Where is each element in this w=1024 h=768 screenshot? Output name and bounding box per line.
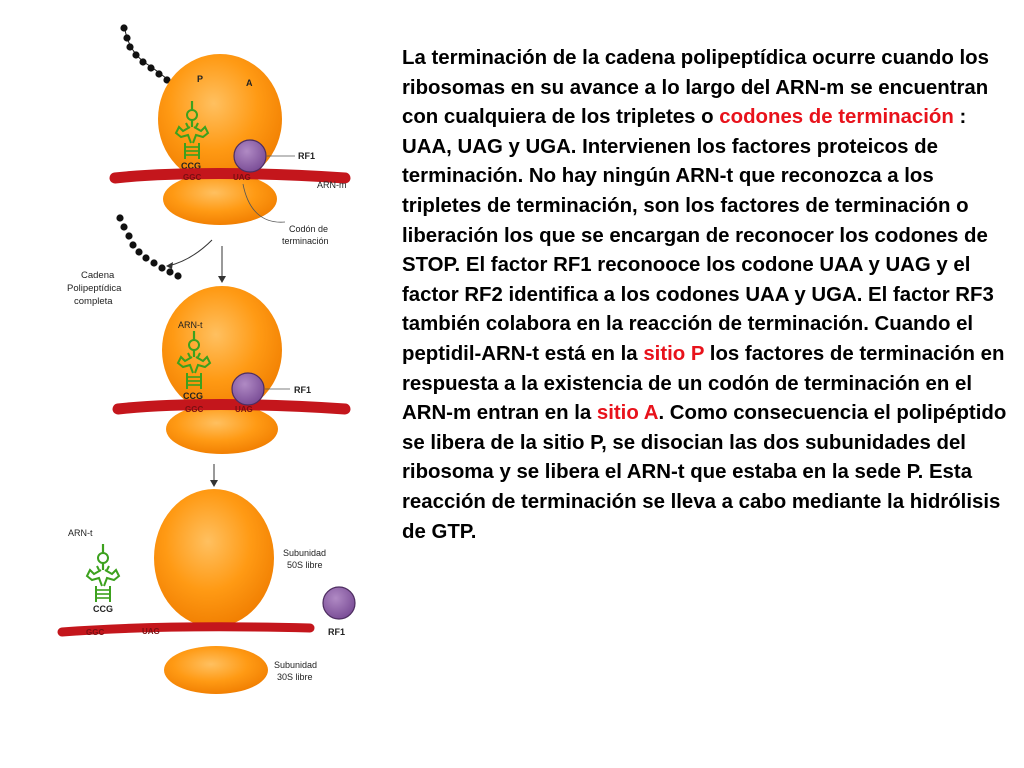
stage-2-codon-p: GGC — [185, 405, 204, 414]
stage-3-codon-p: GGC — [86, 628, 105, 637]
stage-3-small-label-2: 30S libre — [277, 672, 313, 682]
highlight-site-a: sitio A — [596, 402, 659, 425]
highlight-termination-codons: codones de terminación — [719, 106, 954, 129]
stage-3-dissociated-components — [62, 489, 355, 694]
stage-3-large-label-2: 50S libre — [287, 560, 323, 570]
stage-3-rf1-label: RF1 — [328, 627, 346, 637]
stage-1-stop-codon-label-1: Codón de — [289, 224, 329, 234]
released-chain-label-3: completa — [74, 296, 113, 307]
stage-3-codon-a: UAG — [142, 627, 160, 636]
stage-2-trna-label: ARN-t — [178, 320, 203, 330]
stage-1-stop-codon-label-2: terminación — [282, 236, 329, 246]
stage-2-small-subunit — [166, 404, 278, 454]
stage-1-rf1-label: RF1 — [298, 151, 316, 161]
explanation-part-2: : UAA, UAG y UGA. Intervienen los factores proteicos de terminación. No hay ningún ARN-t que reconozca a los tripletes de terminación, son los factores de terminación o liberación los que se encargan de reconocer los codones de STOP. El factor RF1 reconooce los codone UAA y UAG y el factor RF2 identifica a los codones UAA y UGA. El factor RF3 también colabora en la reacción de terminación. Cuando el peptidil-ARN-t está en la — [402, 106, 994, 365]
released-chain-beads — [116, 214, 181, 279]
stage-2-rf1-label: RF1 — [294, 385, 312, 395]
release-arrow — [168, 240, 212, 266]
stage-3-large-label-1: Subunidad — [283, 548, 327, 558]
stage-1-release-factor — [234, 140, 266, 172]
highlight-site-p: sitio P — [643, 342, 705, 365]
stage-2-large-subunit — [162, 286, 282, 414]
explanation-part-3: los factores de terminación en respuesta a la existencia de un codón de terminación en el ARN-m entran en la — [402, 342, 1005, 425]
step-arrowhead-2 — [210, 480, 218, 487]
stage-1-mrna-label: ARN-m — [317, 180, 347, 190]
stage-2-release-factor — [232, 373, 264, 405]
stage-1-codon-a: UAG — [233, 173, 251, 182]
step-arrowhead-1 — [218, 276, 226, 283]
stage-2-trna-anticodon: CCG — [183, 391, 203, 401]
stage-2-mrna-strand — [118, 405, 345, 410]
stage-3-large-subunit-50s — [154, 489, 274, 627]
stage-1-small-subunit — [163, 173, 277, 225]
translation-termination-diagram — [0, 0, 390, 768]
stage-1-trna-anticodon: CCG — [181, 161, 201, 171]
released-chain-label-1: Cadena — [81, 270, 115, 281]
explanation-text — [402, 44, 1014, 547]
stage-1-mrna-strand — [115, 174, 345, 179]
stage-1-codon-p: GGC — [183, 173, 202, 182]
stage-1-site-a-label: A — [246, 78, 253, 88]
explanation-part-1: La terminación de la cadena polipeptídica ocurre cuando los ribosomas en su avance a lo largo del ARN-m se encuentran con cualquiera de los tripletes o — [402, 47, 989, 129]
released-polypeptide — [67, 214, 182, 307]
stage-3-free-release-factor — [323, 587, 355, 619]
stage-1-ribosome-with-release-factor — [115, 24, 347, 246]
stage-2-ribosome-after-release — [118, 286, 345, 454]
explanation-part-4: . Como consecuencia el polipéptido se libera de la sitio P, se disocian las dos subunidades del ribosoma y se libera el ARN-t que estaba en la sede P. Esta reacción de terminación se lleva a cabo mediante la hidrólisis de GTP. — [402, 402, 1007, 543]
stage-3-small-subunit-30s — [164, 646, 268, 694]
release-arrowhead — [166, 262, 173, 269]
stage-1-site-p-label: P — [197, 74, 204, 84]
stage-2-codon-a: UAG — [235, 405, 253, 414]
released-chain-label-2: Polipeptídica — [67, 283, 122, 294]
stage-3-trna-label: ARN-t — [68, 528, 93, 538]
stage-3-trna-anticodon: CCG — [93, 604, 113, 614]
stage-3-free-trna — [87, 544, 119, 602]
stage-3-small-label-1: Subunidad — [274, 660, 318, 670]
